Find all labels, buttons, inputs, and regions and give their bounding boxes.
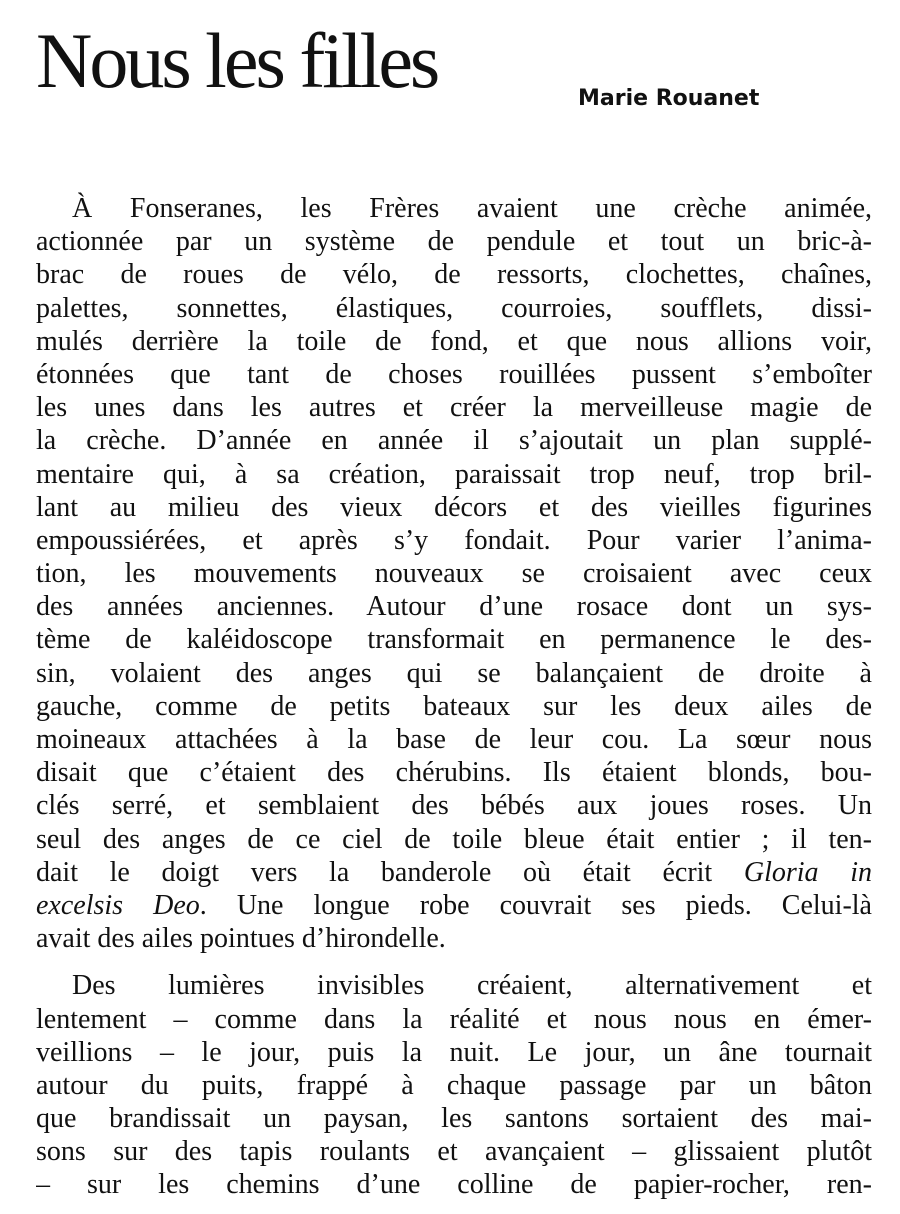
text-line — [36, 292, 872, 325]
text-line — [36, 889, 872, 922]
text-line — [36, 458, 872, 491]
text-line — [36, 491, 872, 524]
text-line — [36, 690, 872, 723]
text-line — [36, 789, 872, 822]
text-segment: étonnées que tant de choses rouillées pussent s’emboîter — [36, 358, 872, 390]
text-line — [36, 1069, 872, 1102]
text-line — [36, 1036, 872, 1069]
text-segment: gauche, comme de petits bateaux sur les deux ailes de — [36, 690, 872, 722]
paragraph-gap — [36, 955, 872, 969]
text-segment: moineaux attachées à la base de leur cou. La sœur nous — [36, 724, 872, 755]
text-segment: seul des anges de ce ciel de toile bleue était entier ; il ten- — [36, 823, 872, 855]
text-segment: des années anciennes. Autour d’une rosace dont un sys- — [36, 591, 872, 623]
text-line — [36, 1168, 872, 1201]
text-line — [36, 192, 872, 225]
text-line — [36, 590, 872, 623]
text-segment: la crèche. D’année en année il s’ajoutait un plan supplé- — [36, 425, 872, 457]
text-line — [36, 922, 872, 955]
text-line — [36, 1102, 872, 1135]
text-segment: palettes, sonnettes, élastiques, courroies, soufflets, dissi- — [36, 292, 872, 324]
text-line — [36, 969, 872, 1002]
text-line — [36, 258, 872, 291]
text-line — [36, 1003, 872, 1036]
text-segment: dait le doigt vers la banderole où était écrit — [36, 856, 744, 888]
text-segment: brac de roues de vélo, de ressorts, clochettes, chaînes, — [36, 259, 872, 291]
text-line — [36, 723, 872, 756]
text-segment: . Une longue robe couvrait ses pieds. Celui-là — [199, 889, 872, 921]
text-line — [36, 391, 872, 424]
text-segment: sin, volaient des anges qui se balançaient de droite à — [36, 657, 872, 689]
text-segment: lentement – comme dans la réalité et nous nous en émer- — [36, 1003, 872, 1035]
text-segment: disait que c’étaient des chérubins. Ils étaient blonds, bou- — [36, 757, 872, 789]
text-line — [36, 657, 872, 690]
text-segment: lant au milieu des vieux décors et des vieilles figurines — [36, 491, 872, 523]
text-segment: sons sur des tapis roulants et avançaient – glissaient plutôt — [36, 1136, 872, 1168]
text-segment: tème de kaléidoscope transformait en permanence le des- — [36, 624, 872, 656]
text-line — [36, 325, 872, 358]
italic-phrase: Gloria in — [743, 856, 872, 888]
text-segment: – sur les chemins d’une colline de papier-rocher, ren- — [36, 1169, 872, 1201]
text-segment: mentaire qui, à sa création, paraissait trop neuf, trop bril- — [36, 458, 872, 490]
text-segment: veillions – le jour, puis la nuit. Le jour, un âne tournait — [36, 1036, 872, 1068]
text-line — [36, 424, 872, 457]
text-line — [36, 358, 872, 391]
text-segment: que brandissait un paysan, les santons sortaient des mai- — [36, 1103, 872, 1135]
text-segment: tion, les mouvements nouveaux se croisaient avec ceux — [36, 558, 872, 590]
author-name: Marie Rouanet — [578, 86, 760, 111]
text-segment: avait des ailes pointues d’hirondelle. — [36, 923, 446, 955]
article-title: Nous les filles — [36, 17, 438, 104]
text-segment: les unes dans les autres et créer la merveilleuse magie de — [36, 392, 872, 424]
text-segment: clés serré, et semblaient des bébés aux joues roses. Un — [36, 790, 872, 822]
text-line — [36, 756, 872, 789]
text-segment: empoussiérées, et après s’y fondait. Pour varier l’anima- — [36, 524, 872, 556]
text-line — [36, 557, 872, 590]
text-line — [36, 623, 872, 656]
text-line — [36, 524, 872, 557]
text-line — [36, 856, 872, 889]
paragraph — [36, 192, 872, 955]
text-line — [36, 225, 872, 258]
text-segment: À Fonseranes, les Frères avaient une crèche animée, — [72, 193, 872, 224]
text-segment: actionnée par un système de pendule et tout un bric-à- — [36, 226, 872, 258]
text-line — [36, 823, 872, 856]
article-body — [36, 192, 872, 1202]
text-segment: autour du puits, frappé à chaque passage par un bâton — [36, 1069, 872, 1101]
italic-phrase: excelsis Deo — [36, 889, 200, 921]
text-line — [36, 1135, 872, 1168]
paragraph — [36, 969, 872, 1201]
text-segment: mulés derrière la toile de fond, et que nous allions voir, — [36, 325, 872, 357]
text-segment: Des lumières invisibles créaient, alternativement et — [72, 970, 872, 1002]
